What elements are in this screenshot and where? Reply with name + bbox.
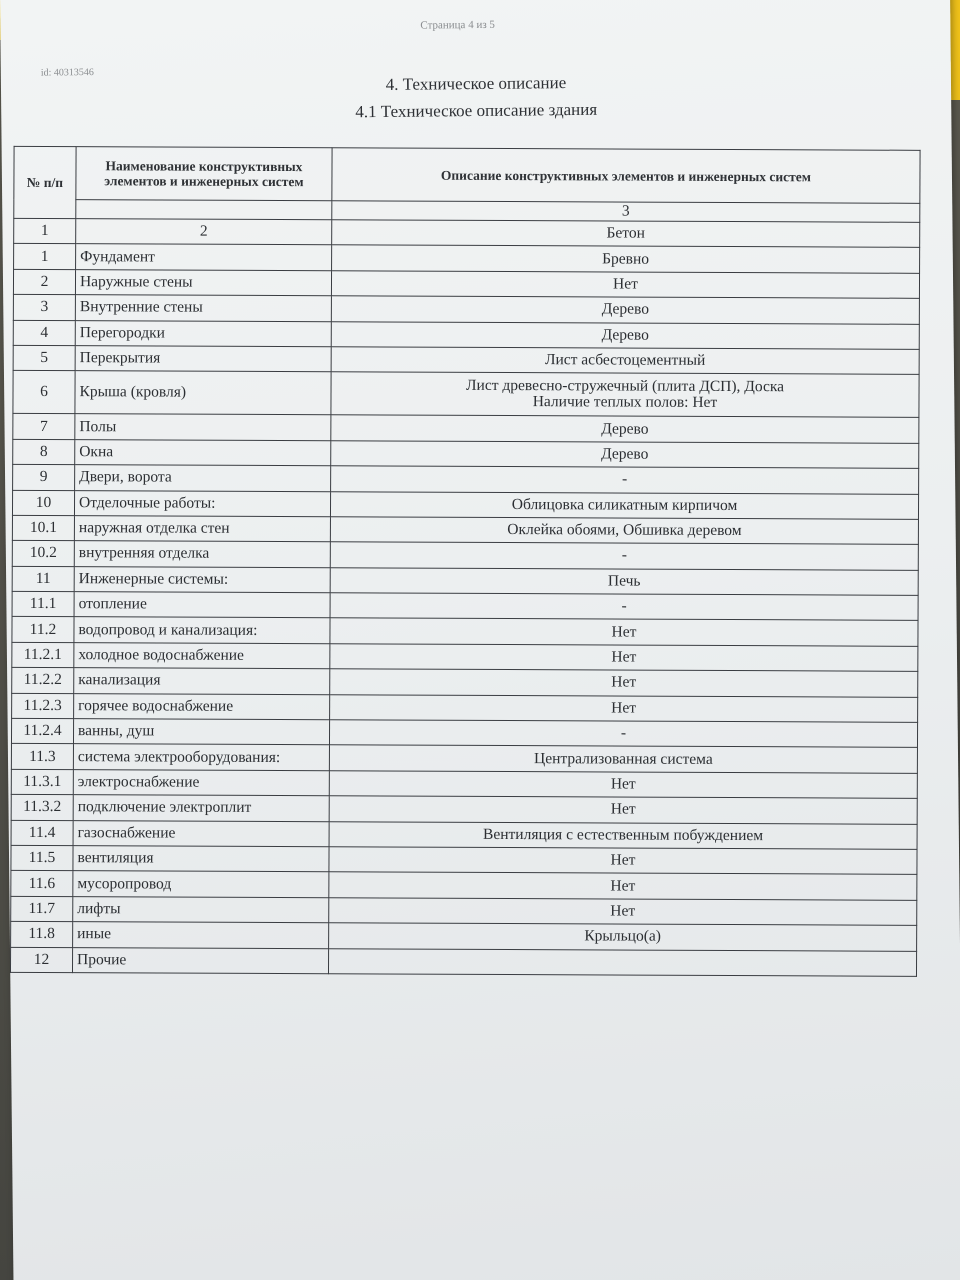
- row-name: Перегородки: [75, 320, 331, 347]
- row-name: водопровод и канализация:: [74, 617, 330, 644]
- row-name: наружная отделка стен: [74, 516, 330, 543]
- row-name: лифты: [73, 896, 329, 923]
- row-description: Вентиляция с естественным побуждением: [329, 821, 917, 849]
- table-row: [13, 295, 919, 324]
- row-description: Нет: [330, 694, 918, 722]
- row-number: 11.2.1: [12, 642, 74, 668]
- row-name: Крыша (кровля): [75, 371, 331, 415]
- row-name: иные: [73, 922, 329, 949]
- row-description: Бревно: [332, 245, 920, 273]
- row-name: Перекрытия: [75, 346, 331, 373]
- table-header-row: [14, 146, 920, 203]
- row-description: Нет: [329, 898, 917, 926]
- row-number: 11.3.2: [11, 795, 73, 821]
- table-row: [13, 320, 919, 349]
- row-number: 2: [13, 269, 75, 295]
- row-number: 11.2.2: [12, 668, 74, 694]
- table-row: [13, 439, 919, 468]
- row-description: Дерево: [331, 296, 919, 324]
- row-name: Окна: [75, 439, 331, 466]
- row-description: Бетон: [332, 220, 920, 248]
- row-number: 10.1: [12, 515, 74, 541]
- row-name: электроснабжение: [73, 769, 329, 796]
- row-description: -: [331, 466, 919, 494]
- row-number: 11.8: [11, 922, 73, 948]
- page-number: Страница 4 из 5: [420, 18, 495, 32]
- table-row: [10, 947, 916, 976]
- row-name: внутренняя отделка: [74, 541, 330, 568]
- row-name: Внутренние стены: [75, 295, 331, 322]
- row-name: система электрооборудования:: [73, 744, 329, 771]
- table-body: [10, 218, 919, 976]
- table-row: [13, 414, 919, 443]
- row-number: 4: [13, 320, 75, 346]
- row-description: Нет: [331, 271, 919, 299]
- header-element-name: Наименование конструктивных элементов и инженерных систем: [76, 147, 332, 201]
- row-number: 11.5: [11, 845, 73, 871]
- row-name: отопление: [74, 592, 330, 619]
- table-row: [14, 218, 920, 247]
- row-name: подключение электроплит: [73, 795, 329, 822]
- row-number: 11.6: [11, 871, 73, 897]
- row-description: Облицовка силикатным кирпичом: [330, 491, 918, 519]
- row-description: Крыльцо(а): [329, 923, 917, 951]
- row-number: 11.3.1: [11, 769, 73, 795]
- row-number: 10.2: [12, 541, 74, 567]
- row-name: вентиляция: [73, 846, 329, 873]
- row-name: 2: [76, 219, 332, 246]
- row-name: канализация: [74, 668, 330, 695]
- table-row: [11, 922, 917, 951]
- technical-description-table: [10, 146, 921, 977]
- row-description-line: Лист древесно-стружечный (плита ДСП), Доска: [465, 377, 785, 396]
- header-number: № п/п: [14, 146, 76, 218]
- row-number: 1: [14, 244, 76, 270]
- row-name: Двери, ворота: [75, 465, 331, 492]
- row-name: мусоропровод: [73, 871, 329, 898]
- row-description: Нет: [330, 618, 918, 646]
- table-row: [12, 490, 918, 519]
- header-index-desc: 3: [332, 201, 920, 223]
- row-description-line: Наличие теплых полов: Нет: [532, 393, 718, 412]
- row-number: 9: [13, 464, 75, 490]
- row-name: Полы: [75, 414, 331, 441]
- row-description: -: [330, 593, 918, 621]
- table-row: [11, 718, 917, 747]
- row-number: 1: [14, 218, 76, 244]
- row-description: Нет: [329, 796, 917, 824]
- table-row: [12, 591, 918, 620]
- row-description: Дерево: [331, 415, 919, 443]
- document-id: id: 40313546: [40, 67, 94, 79]
- table-row: [11, 871, 917, 900]
- row-number: 11.7: [11, 896, 73, 922]
- row-description: Печь: [330, 567, 918, 595]
- table-row: [13, 464, 919, 493]
- row-description: Дерево: [331, 440, 919, 468]
- row-number: 8: [13, 439, 75, 465]
- row-number: 11.1: [12, 591, 74, 617]
- table-row: [13, 371, 919, 418]
- table-row: [12, 642, 918, 671]
- row-description: Нет: [330, 644, 918, 672]
- row-number: 11.2.4: [11, 718, 73, 744]
- row-description: Нет: [330, 669, 918, 697]
- row-name: Инженерные системы:: [74, 566, 330, 593]
- row-description: [328, 948, 916, 976]
- row-description: -: [330, 542, 918, 570]
- row-description: [331, 372, 919, 418]
- header-description: Описание конструктивных элементов и инженерных систем: [332, 148, 920, 204]
- row-description: Лист асбестоцементный: [331, 347, 919, 375]
- row-number: 7: [13, 414, 75, 440]
- table-row: [14, 244, 920, 273]
- section-title: 4. Техническое описание: [385, 73, 567, 94]
- table-row: [11, 795, 917, 824]
- row-number: 11: [12, 566, 74, 592]
- table-row: [11, 820, 917, 849]
- table-row: [12, 668, 918, 697]
- row-name: Отделочные работы:: [74, 490, 330, 517]
- table-row: [12, 617, 918, 646]
- row-number: 11.2: [12, 617, 74, 643]
- row-description: -: [329, 720, 917, 748]
- row-name: газоснабжение: [73, 820, 329, 847]
- table-row: [12, 566, 918, 595]
- row-name: Наружные стены: [75, 269, 331, 296]
- row-number: 10: [12, 490, 74, 516]
- table-row: [11, 896, 917, 925]
- table-row: [11, 769, 917, 798]
- row-name: Фундамент: [76, 244, 332, 271]
- row-description: Оклейка обоями, Обшивка деревом: [330, 517, 918, 545]
- header-index-name: [76, 200, 332, 220]
- row-number: 12: [10, 947, 72, 973]
- row-number: 11.3: [11, 744, 73, 770]
- table-row: [11, 845, 917, 874]
- row-description: Нет: [329, 771, 917, 799]
- table-row: [11, 744, 917, 773]
- row-description: Нет: [329, 847, 917, 875]
- row-number: 11.4: [11, 820, 73, 846]
- row-number: 11.2.3: [12, 693, 74, 719]
- row-number: 6: [13, 371, 75, 414]
- row-description: Нет: [329, 872, 917, 900]
- subsection-title: 4.1 Техническое описание здания: [355, 99, 598, 122]
- table-row: [13, 269, 919, 298]
- row-name: Прочие: [72, 947, 328, 974]
- table-row: [12, 693, 918, 722]
- table-row: [12, 541, 918, 570]
- table-row: [12, 515, 918, 544]
- row-name: холодное водоснабжение: [74, 642, 330, 669]
- row-number: 3: [13, 295, 75, 321]
- table-row: [13, 345, 919, 374]
- row-description: Централизованная система: [329, 745, 917, 773]
- row-name: ванны, душ: [73, 719, 329, 746]
- row-description: Дерево: [331, 321, 919, 349]
- row-number: 5: [13, 345, 75, 371]
- row-name: горячее водоснабжение: [74, 693, 330, 720]
